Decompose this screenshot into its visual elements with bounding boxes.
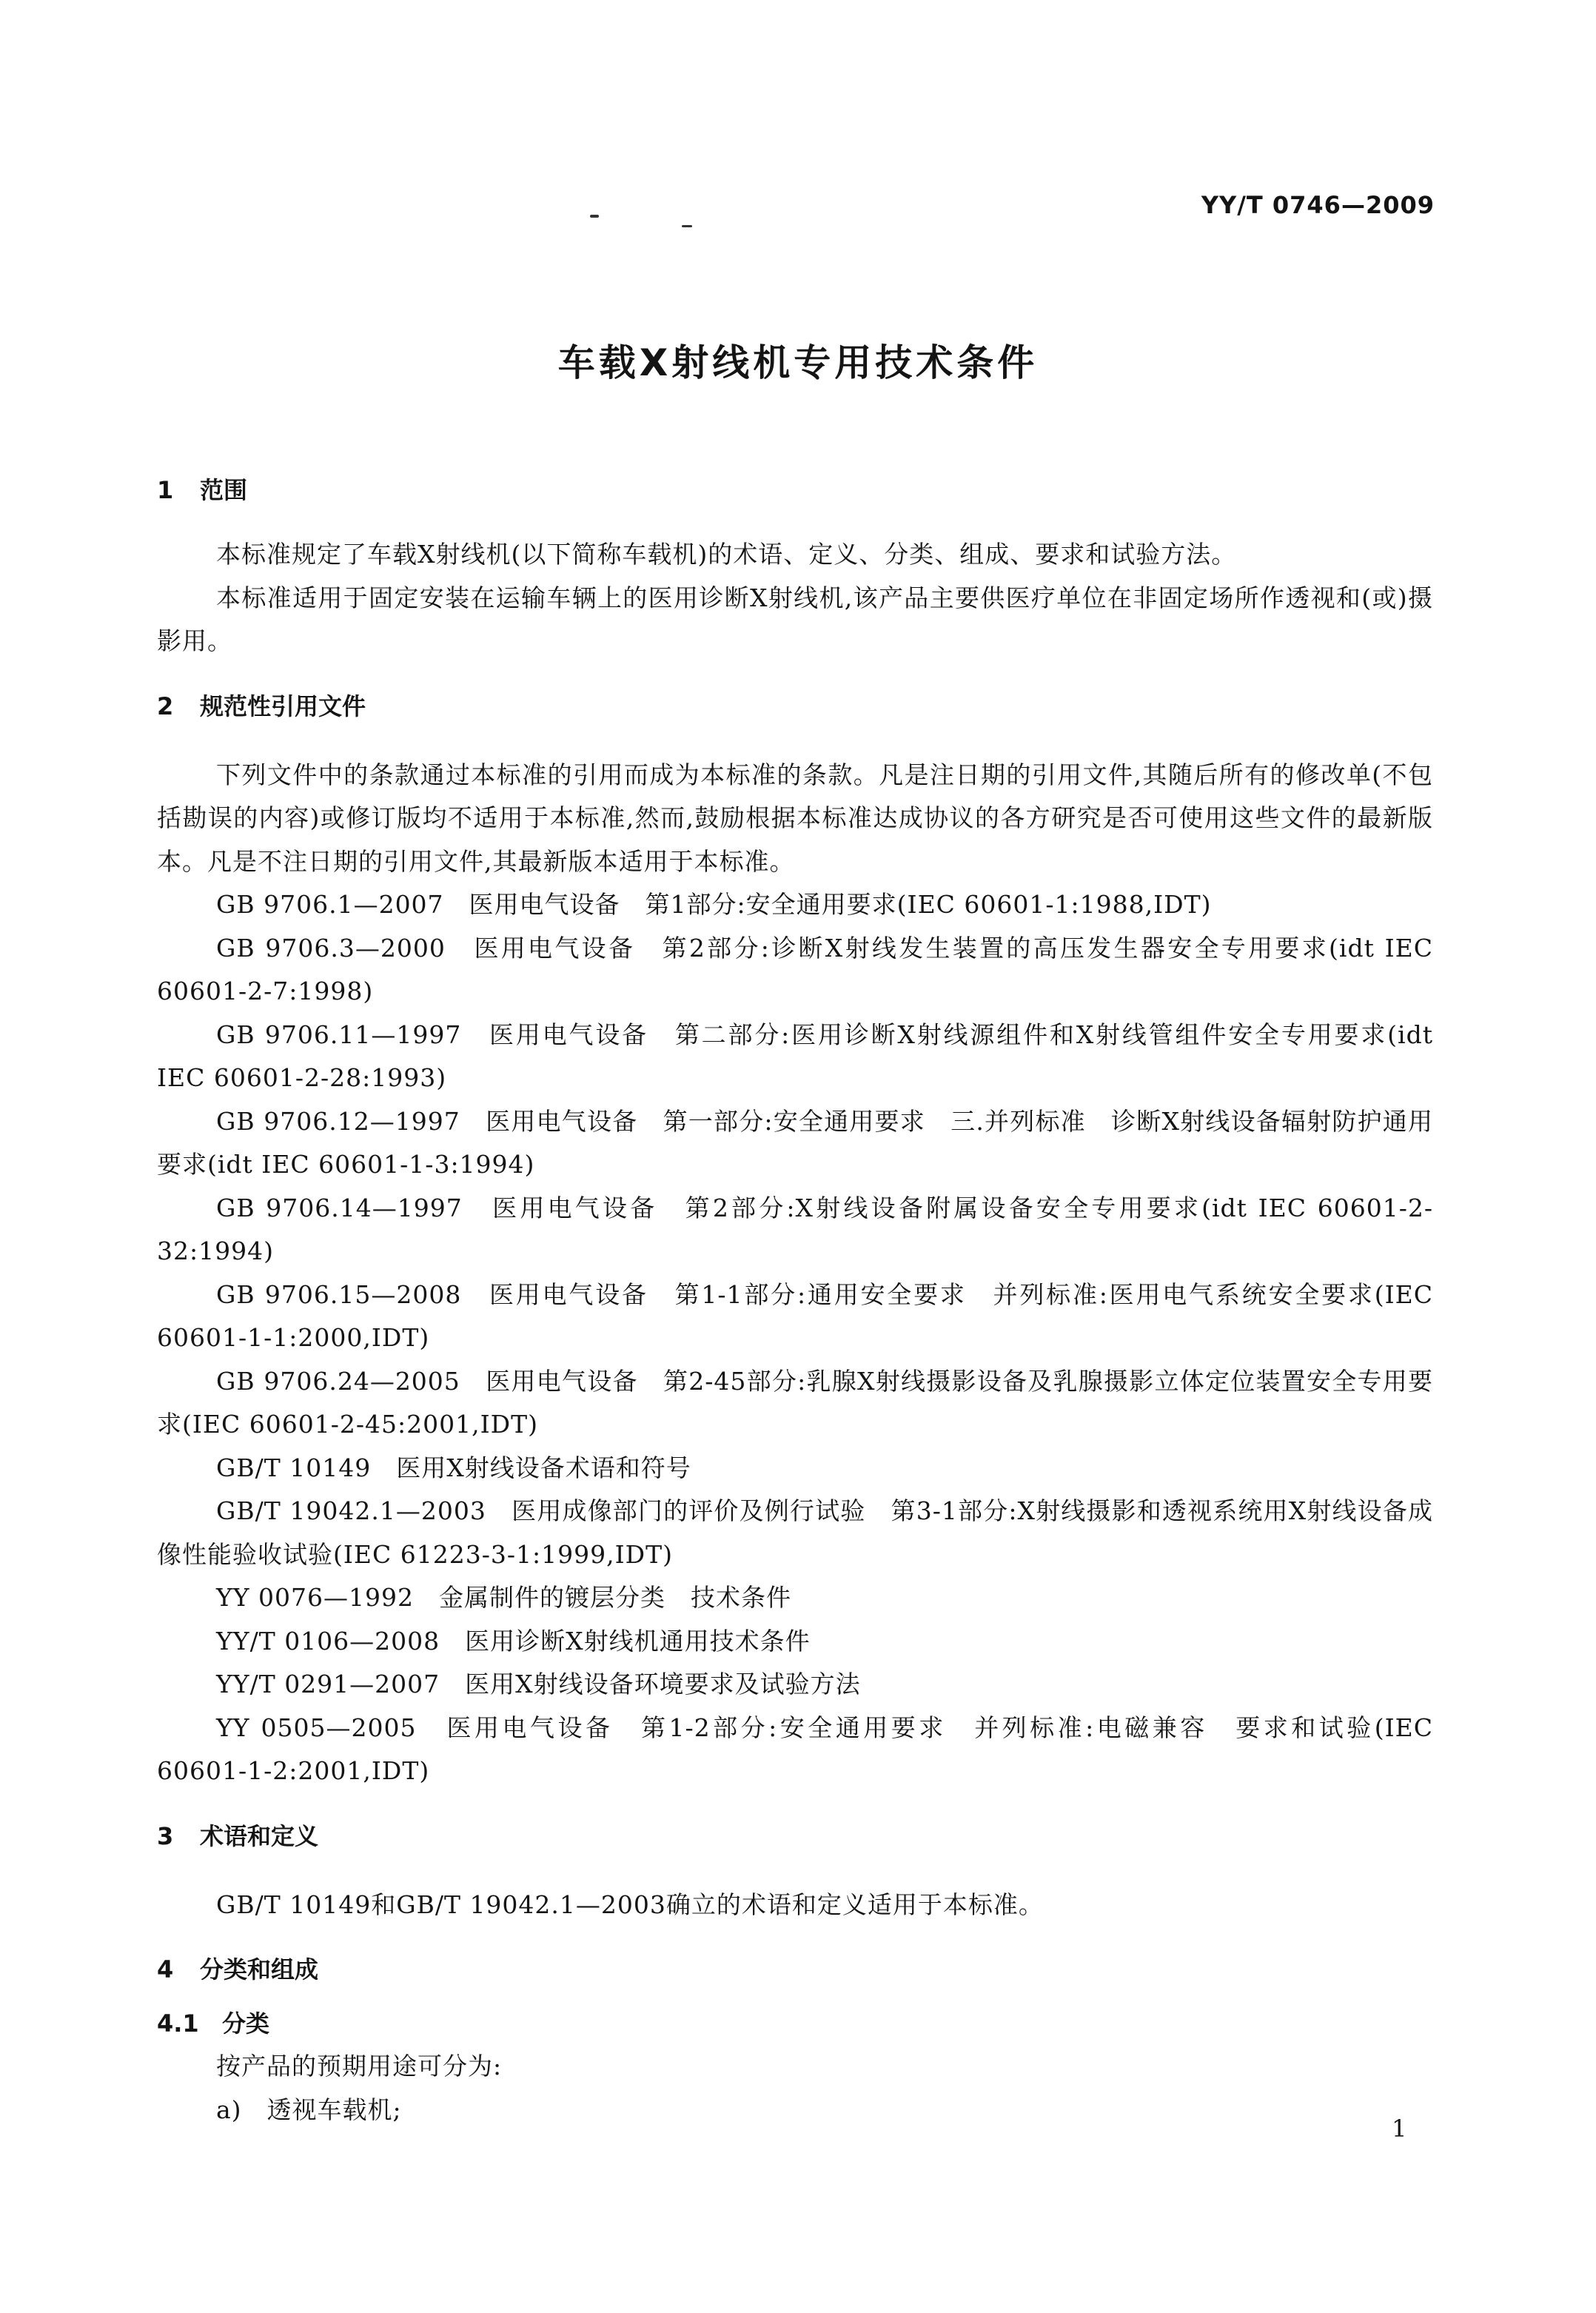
- subsection-title: 分类: [222, 2009, 270, 2038]
- reference-item: GB/T 10149 医用X射线设备术语和符号: [216, 1453, 691, 1482]
- paragraph: 按产品的预期用途可分为:: [216, 2052, 503, 2081]
- section-heading: [157, 684, 1433, 729]
- reference-item: GB 9706.3—2000 医用电气设备 第2部分:诊断X射线发生装置的高压发生器安全专用要求(idt IEC 60601-2-7:1998): [157, 933, 1433, 1005]
- section-title: 术语和定义: [200, 1821, 319, 1850]
- scan-mark: [590, 215, 599, 218]
- page-number: 1: [1392, 2115, 1407, 2143]
- document-body: [157, 468, 1433, 2132]
- reference-item: GB 9706.15—2008 医用电气设备 第1-1部分:通用安全要求 并列标准:医用电气系统安全要求(IEC 60601-1-1:2000,IDT): [157, 1279, 1433, 1352]
- section-heading: [157, 1947, 1433, 1992]
- section-heading: [157, 468, 1433, 512]
- paragraph: 本标准适用于固定安装在运输车辆上的医用诊断X射线机,该产品主要供医疗单位在非固定场所作透视和(或)摄影用。: [157, 583, 1433, 655]
- reference-item: YY 0505—2005 医用电气设备 第1-2部分:安全通用要求 并列标准:电磁兼容 要求和试验(IEC 60601-1-2:2001,IDT): [157, 1713, 1433, 1785]
- reference-item: GB 9706.1—2007 医用电气设备 第1部分:安全通用要求(IEC 60601-1:1988,IDT): [216, 890, 1212, 919]
- section-title: 规范性引用文件: [200, 692, 366, 720]
- document-title: 车载X射线机专用技术条件: [557, 341, 1039, 384]
- paragraph: 本标准规定了车载X射线机(以下简称车载机)的术语、定义、分类、组成、要求和试验方法。: [216, 540, 1237, 569]
- scan-mark: [682, 225, 692, 227]
- section-number: 4: [157, 1955, 174, 1984]
- reference-item: GB 9706.11—1997 医用电气设备 第二部分:医用诊断X射线源组件和X射线管组件安全专用要求(idt IEC 60601-2-28:1993): [157, 1020, 1433, 1092]
- reference-item: GB 9706.12—1997 医用电气设备 第一部分:安全通用要求 三.并列标准 诊断X射线设备辐射防护通用要求(idt IEC 60601-1-3:1994): [157, 1106, 1433, 1179]
- section-title: 范围: [200, 476, 248, 504]
- reference-item: YY/T 0106—2008 医用诊断X射线机通用技术条件: [216, 1626, 811, 1656]
- section-number: 3: [157, 1821, 174, 1850]
- document-code: YY/T 0746—2009: [1201, 191, 1435, 219]
- section-number: 2: [157, 692, 174, 720]
- subsection-heading: [157, 2002, 1433, 2045]
- reference-item: YY/T 0291—2007 医用X射线设备环境要求及试验方法: [216, 1670, 861, 1698]
- reference-item: GB/T 19042.1—2003 医用成像部门的评价及例行试验 第3-1部分:X射线摄影和透视系统用X射线设备成像性能验收试验(IEC 61223-3-1:1999,IDT): [157, 1496, 1433, 1569]
- section-number: 1: [157, 476, 174, 504]
- section-title: 分类和组成: [200, 1955, 319, 1984]
- list-item: a) 透视车载机;: [216, 2095, 402, 2124]
- reference-item: YY 0076—1992 金属制件的镀层分类 技术条件: [216, 1583, 792, 1612]
- section-heading: [157, 1814, 1433, 1858]
- reference-item: GB 9706.14—1997 医用电气设备 第2部分:X射线设备附属设备安全专用要求(idt IEC 60601-2-32:1994): [157, 1193, 1433, 1265]
- paragraph: 下列文件中的条款通过本标准的引用而成为本标准的条款。凡是注日期的引用文件,其随后所有的修改单(不包括勘误的内容)或修订版均不适用于本标准,然而,鼓励根据本标准达成协议的各方研究是否可使用这些文件的最新版本。凡是不注日期的引用文件,其最新版本适用于本标准。: [157, 760, 1433, 876]
- reference-item: GB 9706.24—2005 医用电气设备 第2-45部分:乳腺X射线摄影设备及乳腺摄影立体定位装置安全专用要求(IEC 60601-2-45:2001,IDT): [157, 1366, 1433, 1439]
- paragraph: GB/T 10149和GB/T 19042.1—2003确立的术语和定义适用于本标准。: [216, 1889, 1044, 1919]
- subsection-number: 4.1: [157, 2009, 199, 2038]
